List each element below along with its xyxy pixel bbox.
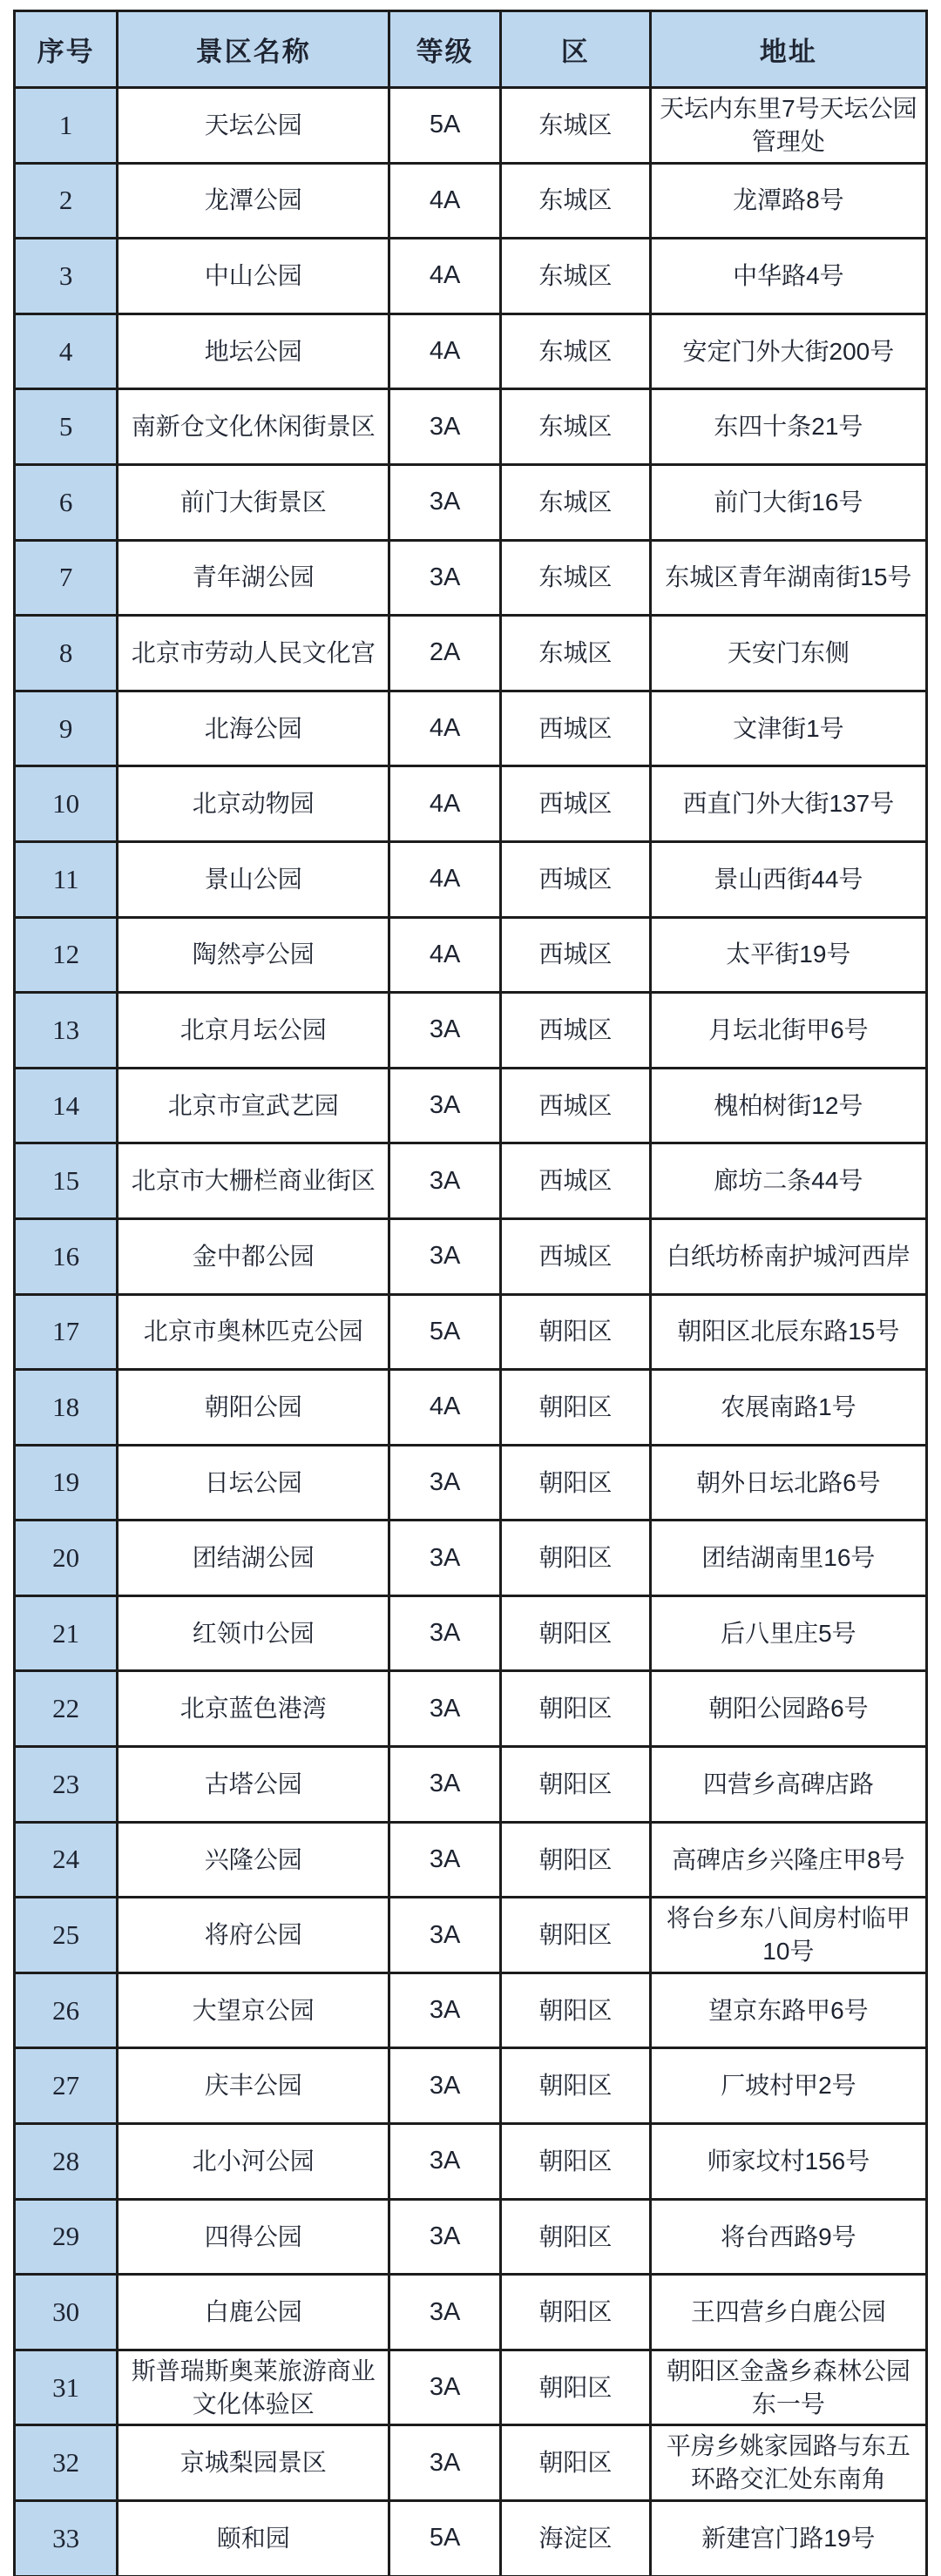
table-row [15,2199,927,2275]
district-cell: 朝阳区 [501,2350,651,2425]
scenic-area-table [13,10,928,2576]
address-cell: 师家坟村156号 [650,2124,926,2200]
address-cell: 景山西街44号 [650,841,926,917]
scenic-name-cell: 南新仓文化休闲街景区 [118,389,389,465]
scenic-name-cell: 北小河公园 [118,2124,389,2200]
table-row [15,2124,927,2200]
table-row [15,1143,927,1219]
address-cell: 东四十条21号 [650,389,926,465]
scenic-name-cell: 颐和园 [118,2501,389,2576]
table-row [15,88,927,164]
address-cell: 槐柏树街12号 [650,1068,926,1143]
grade-cell: 3A [389,1521,501,1596]
scenic-name-cell: 北京市大栅栏商业街区 [118,1143,389,1219]
row-number-cell: 16 [15,1218,118,1294]
scenic-name-cell: 京城梨园景区 [118,2425,389,2501]
table-row [15,1068,927,1143]
scenic-name-cell: 金中都公园 [118,1218,389,1294]
table-header [15,11,927,88]
district-cell: 海淀区 [501,2501,651,2576]
row-number-cell: 27 [15,2048,118,2124]
row-number-cell: 17 [15,1294,118,1370]
address-cell: 朝阳公园路6号 [650,1671,926,1747]
row-number-cell: 3 [15,239,118,314]
scenic-name-cell: 庆丰公园 [118,2048,389,2124]
district-cell: 东城区 [501,540,651,616]
row-number-cell: 31 [15,2350,118,2425]
table-row [15,314,927,389]
scenic-name-cell: 朝阳公园 [118,1370,389,1446]
grade-cell: 3A [389,1671,501,1747]
row-number-cell: 25 [15,1898,118,1973]
grade-cell: 3A [389,2425,501,2501]
district-cell: 朝阳区 [501,1747,651,1823]
district-cell: 朝阳区 [501,2048,651,2124]
table-row [15,464,927,540]
scenic-name-cell: 团结湖公园 [118,1521,389,1596]
grade-cell: 3A [389,2350,501,2425]
grade-cell: 3A [389,993,501,1069]
scenic-name-cell: 北京蓝色港湾 [118,1671,389,1747]
scenic-name-cell: 兴隆公园 [118,1822,389,1898]
district-cell: 西城区 [501,766,651,842]
table-body [15,88,927,2576]
scenic-name-cell: 斯普瑞斯奥莱旅游商业文化体验区 [118,2350,389,2425]
row-number-cell: 1 [15,88,118,164]
table-row [15,1747,927,1823]
scenic-name-cell: 北京动物园 [118,766,389,842]
table-row [15,1898,927,1973]
grade-cell: 3A [389,2275,501,2350]
address-cell: 朝外日坛北路6号 [650,1445,926,1521]
table-row [15,239,927,314]
row-number-cell: 28 [15,2124,118,2200]
address-cell: 月坛北街甲6号 [650,993,926,1069]
table-row [15,917,927,993]
grade-cell: 4A [389,1370,501,1446]
scenic-name-cell: 北京月坛公园 [118,993,389,1069]
address-cell: 前门大街16号 [650,464,926,540]
address-cell: 天坛内东里7号天坛公园管理处 [650,88,926,164]
district-cell: 朝阳区 [501,1294,651,1370]
address-cell: 西直门外大街137号 [650,766,926,842]
address-cell: 安定门外大街200号 [650,314,926,389]
grade-cell: 5A [389,2501,501,2576]
table-row [15,163,927,239]
row-number-cell: 32 [15,2425,118,2501]
scenic-name-cell: 中山公园 [118,239,389,314]
table-row [15,1294,927,1370]
table-row [15,993,927,1069]
row-number-cell: 14 [15,1068,118,1143]
table-row [15,389,927,465]
district-cell: 朝阳区 [501,1822,651,1898]
grade-cell: 4A [389,917,501,993]
address-cell: 朝阳区北辰东路15号 [650,1294,926,1370]
row-number-cell: 5 [15,389,118,465]
table-row [15,2425,927,2501]
row-number-cell: 13 [15,993,118,1069]
table-row [15,1370,927,1446]
district-cell: 东城区 [501,389,651,465]
grade-cell: 3A [389,1143,501,1219]
address-cell: 高碑店乡兴隆庄甲8号 [650,1822,926,1898]
district-cell: 东城区 [501,239,651,314]
district-cell: 西城区 [501,1218,651,1294]
table-row [15,1218,927,1294]
grade-cell: 3A [389,2199,501,2275]
district-cell: 东城区 [501,314,651,389]
address-cell: 将台西路9号 [650,2199,926,2275]
row-number-cell: 11 [15,841,118,917]
district-cell: 西城区 [501,691,651,766]
district-cell: 西城区 [501,917,651,993]
address-cell: 厂坡村甲2号 [650,2048,926,2124]
column-header-address: 地址 [650,11,926,88]
grade-cell: 5A [389,1294,501,1370]
column-header-grade: 等级 [389,11,501,88]
district-cell: 朝阳区 [501,1370,651,1446]
scenic-name-cell: 四得公园 [118,2199,389,2275]
row-number-cell: 29 [15,2199,118,2275]
table-row [15,2501,927,2576]
row-number-cell: 2 [15,163,118,239]
district-cell: 朝阳区 [501,2425,651,2501]
table-row [15,1972,927,2048]
scenic-name-cell: 地坛公园 [118,314,389,389]
address-cell: 农展南路1号 [650,1370,926,1446]
row-number-cell: 8 [15,616,118,691]
district-cell: 朝阳区 [501,1595,651,1671]
row-number-cell: 4 [15,314,118,389]
table-row [15,841,927,917]
address-cell: 太平街19号 [650,917,926,993]
row-number-cell: 20 [15,1521,118,1596]
grade-cell: 3A [389,1218,501,1294]
address-cell: 龙潭路8号 [650,163,926,239]
row-number-cell: 19 [15,1445,118,1521]
row-number-cell: 9 [15,691,118,766]
address-cell: 将台乡东八间房村临甲10号 [650,1898,926,1973]
address-cell: 天安门东侧 [650,616,926,691]
district-cell: 朝阳区 [501,2199,651,2275]
grade-cell: 3A [389,1068,501,1143]
scenic-name-cell: 白鹿公园 [118,2275,389,2350]
district-cell: 东城区 [501,616,651,691]
row-number-cell: 26 [15,1972,118,2048]
row-number-cell: 22 [15,1671,118,1747]
scenic-name-cell: 古塔公园 [118,1747,389,1823]
address-cell: 团结湖南里16号 [650,1521,926,1596]
grade-cell: 4A [389,766,501,842]
district-cell: 西城区 [501,1068,651,1143]
table-row [15,616,927,691]
address-cell: 文津街1号 [650,691,926,766]
district-cell: 西城区 [501,1143,651,1219]
table-row [15,2350,927,2425]
scenic-name-cell: 将府公园 [118,1898,389,1973]
district-cell: 朝阳区 [501,1671,651,1747]
grade-cell: 4A [389,691,501,766]
district-cell: 朝阳区 [501,2275,651,2350]
grade-cell: 3A [389,1747,501,1823]
header-row [15,11,927,88]
address-cell: 后八里庄5号 [650,1595,926,1671]
district-cell: 西城区 [501,993,651,1069]
district-cell: 朝阳区 [501,1445,651,1521]
address-cell: 新建宫门路19号 [650,2501,926,2576]
row-number-cell: 24 [15,1822,118,1898]
row-number-cell: 12 [15,917,118,993]
district-cell: 东城区 [501,464,651,540]
grade-cell: 3A [389,1445,501,1521]
district-cell: 东城区 [501,163,651,239]
address-cell: 中华路4号 [650,239,926,314]
row-number-cell: 10 [15,766,118,842]
district-cell: 朝阳区 [501,1898,651,1973]
row-number-cell: 18 [15,1370,118,1446]
scenic-name-cell: 前门大街景区 [118,464,389,540]
table-row [15,2048,927,2124]
column-header-name: 景区名称 [118,11,389,88]
scenic-name-cell: 北京市奥林匹克公园 [118,1294,389,1370]
grade-cell: 3A [389,2048,501,2124]
table-row [15,1595,927,1671]
row-number-cell: 15 [15,1143,118,1219]
row-number-cell: 30 [15,2275,118,2350]
table-row [15,1822,927,1898]
table-row [15,1671,927,1747]
row-number-cell: 23 [15,1747,118,1823]
grade-cell: 4A [389,314,501,389]
row-number-cell: 21 [15,1595,118,1671]
row-number-cell: 7 [15,540,118,616]
scenic-name-cell: 北海公园 [118,691,389,766]
scenic-name-cell: 日坛公园 [118,1445,389,1521]
address-cell: 望京东路甲6号 [650,1972,926,2048]
scenic-name-cell: 北京市劳动人民文化宫 [118,616,389,691]
grade-cell: 3A [389,2124,501,2200]
scenic-name-cell: 青年湖公园 [118,540,389,616]
row-number-cell: 6 [15,464,118,540]
grade-cell: 3A [389,389,501,465]
district-cell: 朝阳区 [501,1521,651,1596]
scenic-name-cell: 龙潭公园 [118,163,389,239]
district-cell: 东城区 [501,88,651,164]
address-cell: 东城区青年湖南街15号 [650,540,926,616]
scenic-name-cell: 陶然亭公园 [118,917,389,993]
grade-cell: 3A [389,1972,501,2048]
grade-cell: 4A [389,239,501,314]
grade-cell: 3A [389,464,501,540]
column-header-district: 区 [501,11,651,88]
grade-cell: 4A [389,841,501,917]
grade-cell: 3A [389,1822,501,1898]
column-header-index: 序号 [15,11,118,88]
table-row [15,691,927,766]
district-cell: 西城区 [501,841,651,917]
grade-cell: 3A [389,1595,501,1671]
grade-cell: 3A [389,540,501,616]
address-cell: 廊坊二条44号 [650,1143,926,1219]
grade-cell: 4A [389,163,501,239]
table-row [15,1445,927,1521]
table-row [15,2275,927,2350]
grade-cell: 3A [389,1898,501,1973]
row-number-cell: 33 [15,2501,118,2576]
district-cell: 朝阳区 [501,2124,651,2200]
scenic-name-cell: 北京市宣武艺园 [118,1068,389,1143]
address-cell: 白纸坊桥南护城河西岸 [650,1218,926,1294]
scenic-name-cell: 红领巾公园 [118,1595,389,1671]
grade-cell: 5A [389,88,501,164]
address-cell: 朝阳区金盏乡森林公园东一号 [650,2350,926,2425]
table-row [15,1521,927,1596]
address-cell: 四营乡高碑店路 [650,1747,926,1823]
table-row [15,766,927,842]
district-cell: 朝阳区 [501,1972,651,2048]
table-row [15,540,927,616]
address-cell: 平房乡姚家园路与东五环路交汇处东南角 [650,2425,926,2501]
scenic-name-cell: 天坛公园 [118,88,389,164]
grade-cell: 2A [389,616,501,691]
scenic-name-cell: 景山公园 [118,841,389,917]
address-cell: 王四营乡白鹿公园 [650,2275,926,2350]
scenic-name-cell: 大望京公园 [118,1972,389,2048]
